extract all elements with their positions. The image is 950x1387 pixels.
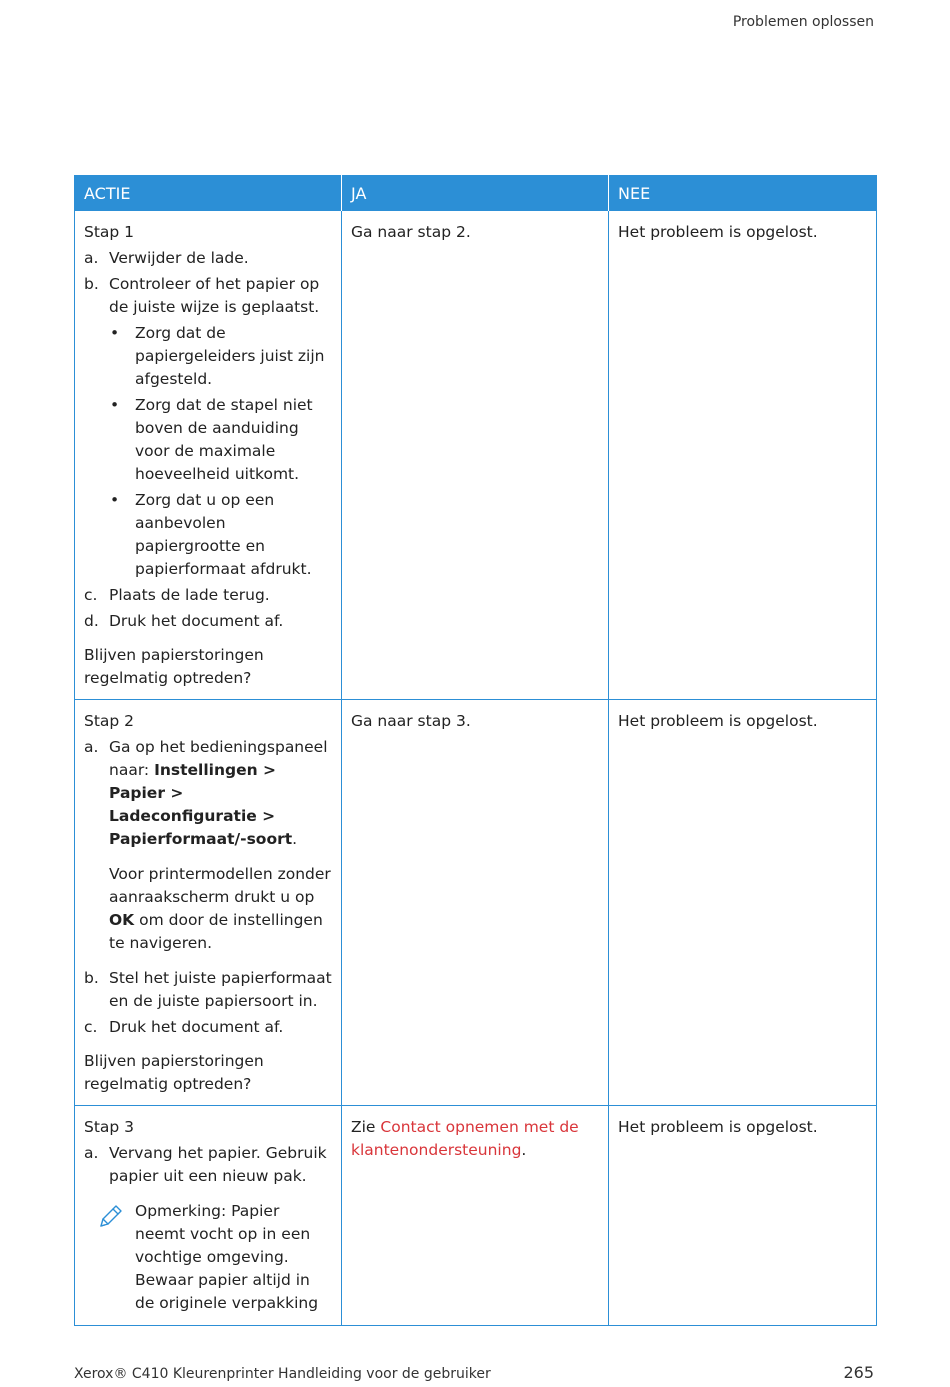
bullet-text: Zorg dat de stapel niet boven de aanduiding voor de maximale hoeveelheid uitkomt. (135, 396, 313, 483)
table-header-row (75, 175, 877, 211)
list-marker: d. (84, 612, 99, 630)
list-item (84, 584, 332, 607)
table-row-step-1 (75, 211, 877, 700)
sub-paragraph-suffix: om door de instellingen te navigeren. (109, 911, 323, 952)
no-text: Het probleem is opgelost. (618, 1118, 818, 1136)
action-cell (75, 700, 342, 1106)
list-item-text-suffix: . (292, 830, 298, 848)
list-marker: b. (84, 275, 99, 293)
bullet-item (109, 394, 332, 486)
step-list (84, 1142, 332, 1315)
bullet-icon: • (110, 491, 120, 509)
bullet-list (109, 322, 332, 581)
list-item (84, 1016, 332, 1039)
list-item-text: Druk het document af. (109, 612, 284, 630)
sub-paragraph (109, 863, 332, 955)
table-row-step-3 (75, 1106, 877, 1326)
footer-product-title: Xerox® C410 Kleurenprinter Handleiding voor de gebruiker (74, 1366, 491, 1382)
no-cell (609, 1106, 877, 1326)
bullet-icon: • (110, 396, 120, 414)
step-list (84, 247, 332, 633)
step-title: Stap 3 (84, 1118, 135, 1136)
list-item-text: Controleer of het papier op de juiste wijze is geplaatst. (109, 275, 320, 316)
list-marker: b. (84, 969, 99, 987)
yes-text: Ga naar stap 3. (351, 712, 471, 730)
bullet-text: Zorg dat de papiergeleiders juist zijn afgesteld. (135, 324, 325, 388)
running-header: Problemen oplossen (732, 14, 874, 30)
list-item (84, 967, 332, 1013)
no-cell (609, 700, 877, 1106)
list-item-text: Ga op het bedieningspaneel naar: (109, 738, 328, 779)
column-header-actie: ACTIE (75, 175, 342, 211)
list-marker: a. (84, 1144, 99, 1162)
pencil-icon (97, 1202, 125, 1230)
list-item (84, 1142, 332, 1315)
list-item (84, 736, 332, 955)
yes-text: Ga naar stap 2. (351, 223, 471, 241)
bullet-text: Zorg dat u op een aanbevolen papiergrootte en papierformaat afdrukt. (135, 491, 312, 578)
support-link[interactable]: Contact opnemen met de klantenondersteuning (351, 1118, 579, 1159)
menu-path: Instellingen > Papier > Ladeconfiguratie > Papierformaat/-soort (109, 761, 293, 848)
note-text: Opmerking: Papier neemt vocht op in een vochtige omgeving. Bewaar papier altijd in de originele verpakking (135, 1202, 319, 1312)
bullet-item (109, 322, 332, 391)
column-header-ja: JA (342, 175, 609, 211)
list-marker: a. (84, 738, 99, 756)
no-text: Het probleem is opgelost. (618, 712, 818, 730)
note-block (109, 1200, 332, 1315)
bullet-item (109, 489, 332, 581)
troubleshooting-table (74, 175, 877, 1326)
yes-cell (342, 1106, 609, 1326)
no-text: Het probleem is opgelost. (618, 223, 818, 241)
list-item (84, 273, 332, 581)
bullet-icon: • (110, 324, 120, 342)
list-marker: c. (84, 586, 98, 604)
ok-key-label: OK (109, 911, 135, 929)
table-row-step-2 (75, 700, 877, 1106)
list-item-text: Vervang het papier. Gebruik papier uit een nieuw pak. (109, 1144, 327, 1185)
yes-cell (342, 211, 609, 700)
yes-text: Zie (351, 1118, 381, 1136)
yes-cell (342, 700, 609, 1106)
no-cell (609, 211, 877, 700)
step-list (84, 736, 332, 1039)
list-marker: a. (84, 249, 99, 267)
action-cell (75, 1106, 342, 1326)
step-title: Stap 2 (84, 712, 135, 730)
list-item (84, 247, 332, 270)
list-marker: c. (84, 1018, 98, 1036)
question-text: Blijven papierstoringen regelmatig optreden? (84, 646, 264, 687)
list-item-text: Druk het document af. (109, 1018, 284, 1036)
action-cell (75, 211, 342, 700)
page-number: 265 (843, 1363, 874, 1382)
sub-paragraph-text: Voor printermodellen zonder aanraakscherm drukt u op (109, 865, 331, 906)
column-header-nee: NEE (609, 175, 877, 211)
list-item (84, 610, 332, 633)
list-item-text: Verwijder de lade. (109, 249, 249, 267)
list-item-text: Stel het juiste papierformaat en de juiste papiersoort in. (109, 969, 332, 1010)
yes-text-suffix: . (521, 1141, 527, 1159)
question-text: Blijven papierstoringen regelmatig optreden? (84, 1052, 264, 1093)
step-title: Stap 1 (84, 223, 135, 241)
list-item-text: Plaats de lade terug. (109, 586, 270, 604)
